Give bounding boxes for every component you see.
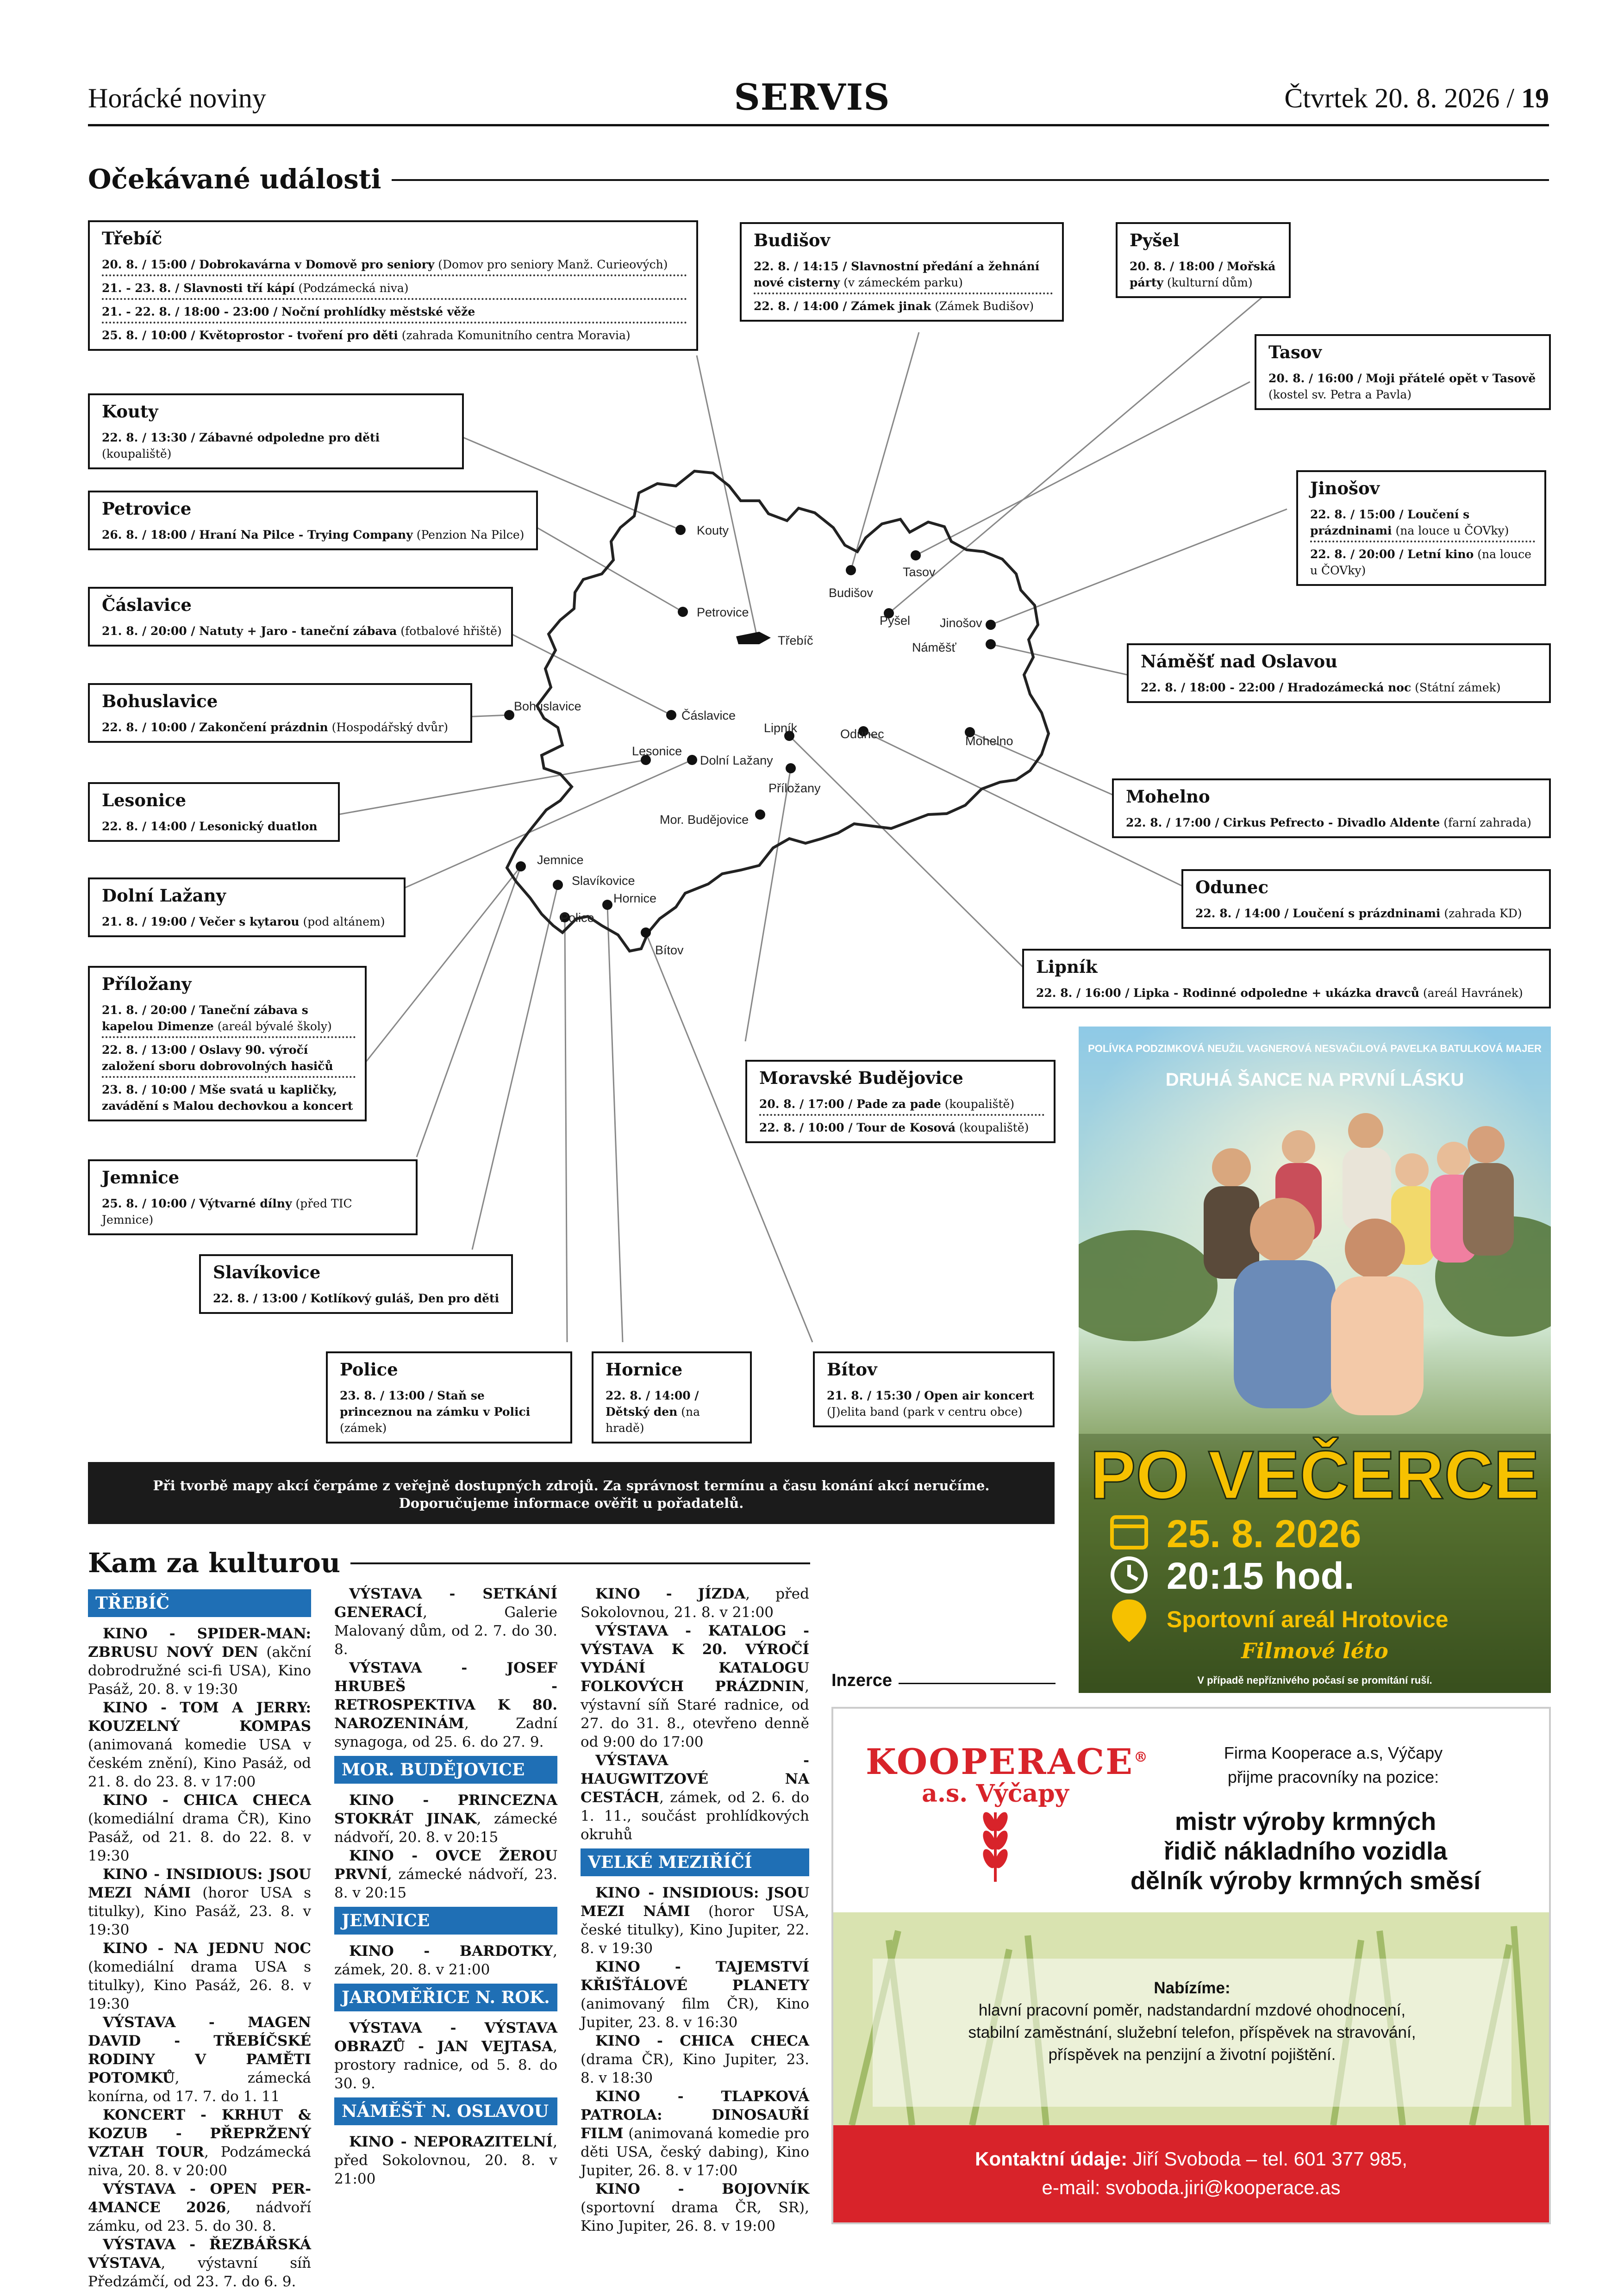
event-box-namest: Náměšť nad Oslavou 22. 8. / 18:00 - 22:00 / Hradozámecká noc (Státní zámek): [1127, 643, 1551, 703]
map-label: Mor. Budějovice: [660, 813, 749, 827]
poster-title: PO VEČERCE: [1090, 1437, 1540, 1513]
culture-heading: Kam za kulturou: [88, 1547, 350, 1579]
map-label: Náměšť: [912, 641, 956, 654]
poster-time: 20:15 hod.: [1167, 1555, 1355, 1597]
culture-item: VÝSTAVA - MAGEN DAVID - TŘEBÍČSKÉ RODINY V PAMĚTI POTOMKŮ, zámecká konírna, od 17. 7. do 1. 11: [88, 2014, 311, 2105]
culture-item: KINO - SPIDER-MAN: ZBRUSU NOVÝ DEN (akční dobrodružné sci-fi USA), Kino Pasáž, 20. 8. v 19:30: [88, 1625, 311, 1698]
map-label: Slavíkovice: [572, 874, 635, 888]
event-box-kouty: Kouty 22. 8. / 13:30 / Zábavné odpoledne pro děti (koupaliště): [88, 393, 464, 469]
newspaper-name: Horácké noviny: [88, 83, 266, 113]
event-box-prilozany: Příložany 21. 8. / 20:00 / Taneční zábava s kapelou Dimenze (areál bývalé školy) 22. 8. / 13:00 / Oslavy 90. výročí založení sboru dobrovolných hasičů 23. 8. / 10:00 / Mše svatá u kapličky, zavádění s Malou dechovkou a koncert: [88, 966, 367, 1121]
map-label: Hornice: [613, 891, 657, 905]
map-label: Pyšel: [880, 614, 911, 628]
culture-item: KINO - TOM A JERRY: KOUZELNÝ KOMPAS (animovaná komedie USA v českém znění), Kino Pasáž, od 21. 8. do 23. 8. v 17:00: [88, 1699, 311, 1790]
ad-label: Inzerce: [831, 1671, 899, 1691]
map-label: Čáslavice: [681, 709, 736, 722]
culture-item: VÝSTAVA - JOSEF HRUBEŠ - RETROSPEKTIVA K 80. NAROZENINÁM, Zadní synagoga, od 25. 6. do 27. 9.: [334, 1660, 557, 1750]
culture-column-1: [88, 1585, 311, 2291]
map-label: Bohuslavice: [514, 699, 581, 713]
map-label: Příložany: [768, 781, 821, 795]
poster-note: V případě nepříznivého počasí se promítání ruší.: [1197, 1674, 1432, 1686]
event-box-odunec: Odunec 22. 8. / 14:00 / Loučení s prázdninami (zahrada KD): [1181, 869, 1551, 929]
event-box-police: Police 23. 8. / 13:00 / Staň se princeznou na zámku v Polici (zámek): [326, 1351, 572, 1444]
event-box-mohelno: Mohelno 22. 8. / 17:00 / Cirkus Pefrecto - Divadlo Aldente (farní zahrada): [1112, 778, 1551, 838]
culture-item: KINO - OVCE ŽEROU PRVNÍ, zámecké nádvoří, 23. 8. v 20:15: [334, 1848, 557, 1901]
category-label: MOR. BUDĚJOVICE: [334, 1756, 557, 1784]
category-label: TŘEBÍČ: [88, 1589, 311, 1617]
event-box-hornice: Hornice 22. 8. / 14:00 / Dětský den (na hradě): [592, 1351, 752, 1444]
culture-item: VÝSTAVA - VÝSTAVA OBRAZŮ - JAN VEJTASA, prostory radnice, od 5. 8. do 30. 9.: [334, 2020, 557, 2092]
kooperace-logo: KOOPERACE® a.s. Výčapy: [866, 1741, 1125, 1884]
wheat-icon: [979, 1803, 1012, 1882]
culture-item: KINO - CHICA CHECA (komediální drama ČR), Kino Pasáž, od 21. 8. do 22. 8. v 19:30: [88, 1792, 311, 1864]
map-label: Police: [560, 911, 594, 925]
poster-date: 25. 8. 2026: [1167, 1512, 1362, 1556]
culture-item: KINO - CHICA CHECA (drama ČR), Kino Jupiter, 23. 8. v 18:30: [581, 2033, 809, 2086]
culture-item: KINO - NA JEDNU NOC (komediální drama USA s titulky), Kino Pasáž, 26. 8. v 19:30: [88, 1940, 311, 2012]
ad-positions: mistr výroby krmných řidič nákladního vozidla dělník výroby krmných směsí: [1130, 1808, 1481, 1895]
job-advertisement: [831, 1707, 1551, 2224]
poster-cast: POLÍVKA PODZIMKOVÁ NEUŽIL VAGNEROVÁ NESVAČILOVÁ PAVELKA BATULKOVÁ MAJER: [1088, 1043, 1542, 1054]
map-label: Kouty: [697, 523, 729, 537]
event-box-budisov: Budišov 22. 8. / 14:15 / Slavnostní předání a žehnání nové cisterny (v zámeckém parku) 22. 8. / 14:00 / Zámek jinak (Zámek Budišov): [740, 222, 1064, 322]
culture-item: KINO - TLAPKOVÁ PATROLA: DINOSAUŘÍ FILM (animovaná komedie pro děti USA, český dabing), Kino Jupiter, 26. 8. v 17:00: [581, 2088, 809, 2179]
culture-item: KINO - BOJOVNÍK (sportovní drama ČR, SR), Kino Jupiter, 26. 8. v 19:00: [581, 2181, 809, 2234]
event-box-petrovice: Petrovice 26. 8. / 18:00 / Hraní Na Pilce - Trying Company (Penzion Na Pilce): [88, 491, 538, 550]
culture-item: VÝSTAVA - SETKÁNÍ GENERACÍ, Galerie Malovaný dům, od 2. 7. do 30. 8.: [334, 1586, 557, 1658]
category-label: VELKÉ MEZIŘÍČÍ: [581, 1848, 809, 1876]
culture-item: VÝSTAVA - HAUGWITZOVÉ NA CESTÁCH, zámek, od 2. 6. do 1. 11., součást prohlídkových okruhů: [581, 1752, 809, 1843]
map-label: Třebíč: [778, 634, 813, 647]
event-box-slavikovice: Slavíkovice 22. 8. / 13:00 / Kotlíkový guláš, Den pro děti: [199, 1254, 513, 1314]
culture-item: KONCERT - KRHUT & KOZUB - PŘEPRŽENÝ VZTAH TOUR, Podzámecká niva, 20. 8. v 20:00: [88, 2107, 311, 2179]
festival-logo: Filmové léto: [1241, 1638, 1388, 1663]
culture-item: VÝSTAVA - ŘEZBÁŘSKÁ VÝSTAVA, výstavní síň Předzámčí, od 23. 7. do 6. 9.: [88, 2236, 311, 2290]
event-box-caslavice: Čáslavice 21. 8. / 20:00 / Natuty + Jaro - taneční zábava (fotbalové hřiště): [88, 587, 513, 647]
ad-offer: Nabízíme: hlavní pracovní poměr, nadstandardní mzdové ohodnocení, stabilní zaměstnání, služební telefon, příspěvek na stravování, příspěvek na penzijní a životní pojištění.: [968, 1979, 1416, 2064]
map-label: Lipník: [764, 721, 798, 735]
map-label: Jinošov: [940, 616, 982, 630]
section-title: SERVIS: [734, 76, 890, 118]
map-label: Tasov: [903, 565, 936, 579]
culture-item: KINO - INSIDIOUS: JSOU MEZI NÁMI (horor USA, české titulky), Kino Jupiter, 22. 8. v 19:30: [581, 1885, 809, 1957]
page-number: 19: [1521, 83, 1549, 113]
event-box-bohuslavice: Bohuslavice 22. 8. / 10:00 / Zakončení prázdnin (Hospodářský dvůr): [88, 683, 472, 743]
event-box-lesonice: Lesonice 22. 8. / 14:00 / Lesonický duatlon: [88, 782, 340, 842]
event-box-jinosov: Jinošov 22. 8. / 15:00 / Loučení s prázdninami (na louce u ČOVky) 22. 8. / 20:00 / Letní kino (na louce u ČOVky): [1296, 470, 1546, 586]
culture-item: KINO - TAJEMSTVÍ KŘIŠŤÁLOVÉ PLANETY (animovaný film ČR), Kino Jupiter, 23. 8. v 16:30: [581, 1959, 809, 2031]
category-label: NÁMĚŠŤ N. OSLAVOU: [334, 2097, 557, 2125]
culture-item: KINO - BARDOTKY, zámek, 20. 8. v 21:00: [334, 1943, 557, 1978]
event-box-tasov: Tasov 20. 8. / 16:00 / Moji přátelé opět v Tasově (kostel sv. Petra a Pavla): [1255, 334, 1551, 410]
map-label: Mohelno: [965, 734, 1013, 748]
event-box-dolni-lazany: Dolní Lažany 21. 8. / 19:00 / Večer s kytarou (pod altánem): [88, 877, 406, 937]
culture-column-3: [581, 1585, 809, 2235]
map-label: Bítov: [655, 943, 684, 957]
culture-column-2: [334, 1585, 557, 2188]
culture-item: KINO - JÍZDA, před Sokolovnou, 21. 8. v 21:00: [581, 1586, 809, 1621]
map-label: Jemnice: [537, 853, 584, 867]
map-label: Dolní Lažany: [700, 753, 773, 767]
culture-item: VÝSTAVA - KATALOG - VÝSTAVA K 20. VÝROČÍ VYDÁNÍ KATALOGU FOLKOVÝCH PRÁZDNIN, výstavní síň Staré radnice, od 27. do 31. 8., otevřeno denně od 9:00 do 17:00: [581, 1623, 809, 1750]
culture-item: KINO - NEPORAZITELNÍ, před Sokolovnou, 20. 8. v 21:00: [334, 2134, 557, 2187]
poster-tagline: DRUHÁ ŠANCE NA PRVNÍ LÁSKU: [1165, 1070, 1464, 1090]
event-box-bitov: Bítov 21. 8. / 15:30 / Open air koncert (J)elita band (park v centru obce): [813, 1351, 1055, 1427]
map-label: Petrovice: [697, 605, 749, 619]
event-box-mor-budejovice: Moravské Budějovice 20. 8. / 17:00 / Pade za pade (koupaliště) 22. 8. / 10:00 / Tour de Kosová (koupaliště): [745, 1060, 1056, 1143]
map-label: Odunec: [840, 727, 884, 741]
event-box-jemnice: Jemnice 25. 8. / 10:00 / Výtvarné dílny (před TIC Jemnice): [88, 1159, 418, 1235]
poster-place: Sportovní areál Hrotovice: [1167, 1606, 1449, 1632]
culture-item: VÝSTAVA - OPEN PER-4MANCE 2026, nádvoří zámku, od 23. 5. do 30. 8.: [88, 2181, 311, 2234]
movie-poster: [1079, 1027, 1551, 1693]
issue-date: Čtvrtek 20. 8. 2026 / 19: [1284, 83, 1549, 113]
culture-item: KINO - PRINCEZNA STOKRÁT JINAK, zámecké nádvoří, 20. 8. v 20:15: [334, 1792, 557, 1846]
category-label: JAROMĚŘICE N. ROK.: [334, 1984, 557, 2011]
culture-item: KINO - INSIDIOUS: JSOU MEZI NÁMI (horor USA s titulky), Kino Pasáž, 23. 8. v 19:30: [88, 1866, 311, 1938]
ad-intro: Firma Kooperace a.s, Výčapy přijme pracovníky na pozice:: [1224, 1743, 1443, 1786]
event-box-lipnik: Lipník 22. 8. / 16:00 / Lipka - Rodinné odpoledne + ukázka dravců (areál Havránek): [1022, 949, 1551, 1008]
category-label: JEMNICE: [334, 1907, 557, 1935]
disclaimer-banner: Při tvorbě mapy akcí čerpáme z veřejně dostupných zdrojů. Za správnost termínu a času konání akcí neručíme. Doporučujeme informace ověřit u pořadatelů.: [88, 1462, 1055, 1524]
events-heading: Očekávané události: [88, 163, 392, 195]
event-box-trebic: Třebíč 20. 8. / 15:00 / Dobrokavárna v Domově pro seniory (Domov pro seniory Manž. Curieových) 21. - 23. 8. / Slavnosti tří kápí (Podzámecká niva) 21. - 22. 8. / 18:00 - 23:00 / Noční prohlídky městské věže 25. 8. / 10:00 / Květoprostor - tvoření pro děti (zahrada Komunitního centra Moravia): [88, 220, 698, 351]
map-label: Budišov: [829, 586, 874, 600]
map-label: Lesonice: [632, 744, 682, 758]
ad-contact: Kontaktní údaje: Jiří Svoboda – tel. 601 377 985, e-mail: svoboda.jiri@kooperace.as: [833, 2125, 1549, 2222]
event-box-pysel: Pyšel 20. 8. / 18:00 / Mořská párty (kulturní dům): [1116, 222, 1291, 298]
